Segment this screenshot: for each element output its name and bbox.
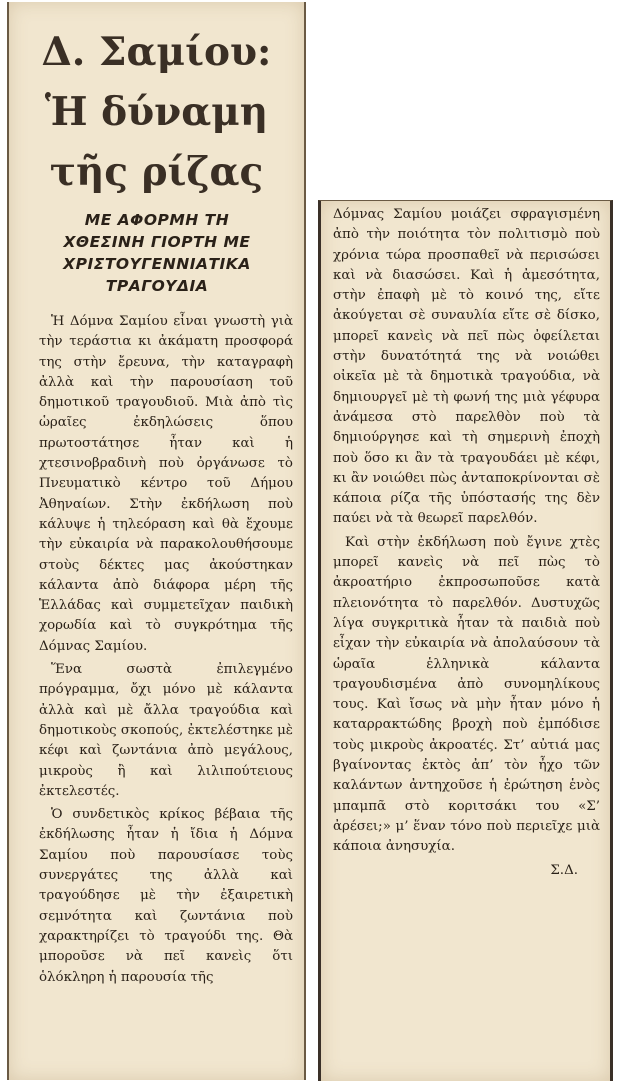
paragraph: Καὶ στὴν ἐκδήλωση ποὺ ἔγινε χτὲς μπορεῖ κανεὶς νὰ πεῖ πὼς τὸ ἀκροατήριο ἐκπροσωποῦσε κατὰ πλειονότητα τὸ παρελθόν. Δυστυχῶς λίγα συγκριτικὰ ἦταν τὰ παιδιὰ ποὺ εἶχαν τὴν εὐκαιρία νὰ ἀπολαύσουν τὰ ὡραῖα ἑλληνικὰ κάλαντα τραγουδισμένα ἀπὸ συνομηλίκους τους. Καὶ ἴσως νὰ μὴν ἦταν μόνο ἡ καταρρακτώδης βροχὴ ποὺ ἐμπόδισε τοὺς μικροὺς ἀκροατές. Στ’ αὐτιά μας βγαίνοντας ἐκτὸς ἀπ’ τὸν ἦχο τῶν καλάντων ἀντηχοῦσε ἡ ἐρώτηση ἑνὸς μπαμπᾶ στὸ κοριτσάκι του «Σ’ ἀρέσει;» μ’ ἕναν τόνο ποὺ περιεῖχε μιὰ κάποια ἀνησυχία. — [333, 534, 600, 855]
subheadline-line: ΧΡΙΣΤΟΥΓΕΝΝΙΑΤΙΚΑ — [63, 255, 251, 273]
author-signature: Σ.Δ. — [550, 862, 578, 878]
article-clipping-right — [318, 200, 613, 1081]
subheadline — [23, 209, 291, 297]
article-clipping-left — [7, 2, 306, 1080]
paragraph: Ὁ συνδετικὸς κρίκος βέβαια τῆς ἐκδήλωσης ἦταν ἡ ἴδια ἡ Δόμνα Σαμίου ποὺ παρουσίασε τοὺς συνεργάτες της ἀλλὰ καὶ τραγούδησε μὲ τὴν ἐξαιρετικὴ σεμνότητα καὶ ζωντάνια ποὺ χαρακτηρίζει τὸ τραγούδι της. Θὰ μποροῦσε νὰ πεῖ κανεὶς ὅτι ὁλόκληρη ἡ παρουσία τῆς — [39, 807, 293, 985]
paragraph: Ἡ Δόμνα Σαμίου εἶναι γνωστὴ γιὰ τὴν τεράστια κι ἀκάματη προσφορά της στὴν ἔρευνα, τὴν καταγραφὴ ἀλλὰ καὶ τὴν παρουσίαση τοῦ δημοτικοῦ τραγουδιοῦ. Μιὰ ἀπὸ τὶς ὡραῖες ἐκδηλώσεις ὅπου πρωτοστάτησε ἦταν καὶ ἡ χτεσινοβραδινὴ ποὺ ὀργάνωσε τὸ Πνευματικὸ κέντρο τοῦ Δήμου Ἀθηναίων. Στὴν ἐκδήλωση ποὺ κάλυψε ἡ τηλεόραση καὶ θὰ ἔχουμε τὴν εὐκαιρία νὰ παρακολουθήσουμε στοὺς δέκτες μας ἀκούστηκαν κάλαντα ἀπὸ διάφορα μέρη τῆς Ἑλλάδας καὶ συμμετεῖχαν παιδικὴ χορωδία καὶ τὸ συγκρότημα τῆς Δόμνας Σαμίου. — [39, 314, 293, 654]
subheadline-line: ΧΘΕΣΙΝΗ ΓΙΟΡΤΗ ΜΕ — [63, 233, 251, 251]
headline — [9, 22, 304, 202]
headline-line: Δ. Σαμίου: — [41, 29, 272, 75]
headline-line: τῆς ρίζας — [49, 149, 264, 195]
headline-line: Ἡ δύναμη — [44, 89, 269, 135]
paragraph: Ἕνα σωστὰ ἐπιλεγμένο πρόγραμμα, ὄχι μόνο μὲ κάλαντα ἀλλὰ καὶ μὲ ἄλλα τραγούδια καὶ δημοτικοὺς σκοπούς, ἐκτελέστηκε μὲ κέφι καὶ ζωντάνια ἀπὸ μεγάλους, μικροὺς ἢ καὶ λιλιπούτειους ἐκτελεστές. — [39, 662, 293, 799]
body-column-left — [39, 312, 293, 991]
body-column-right — [333, 205, 600, 884]
paragraph: Δόμνας Σαμίου μοιάζει σφραγισμένη ἀπὸ τὴν ποιότητα τὸν πολιτισμὸ ποὺ χρόνια τώρα προσπαθεῖ νὰ περισώσει καὶ νὰ διασώσει. Καὶ ἡ ἀμεσότητα, στὴν ἐπαφὴ μὲ τὸ κοινό της, εἴτε ἀκούγεται σὲ συναυλία εἴτε σὲ δίσκο, μπορεῖ κανεὶς νὰ πεῖ πὼς ὀφείλεται στὴν δυνατότητά της νὰ νοιώθει οἰκεῖα μὲ τὰ δημοτικὰ τραγούδια, νὰ δημιουργεῖ μὲ τὴ φωνή της μιὰ γέφυρα ἀνάμεσα στὸ παρελθὸν ποὺ τὰ δημιούργησε καὶ τὴ σημερινὴ ἐποχὴ ποὺ ὅσο κι ἂν τὰ τραγουδάει μὲ κέφι, κι ἂν νοιώθει πὼς ἀνταποκρίνονται σὲ κάποια ρίζα τῆς ὑπόστασής της δὲν παύει νὰ τὰ θεωρεῖ παρελθόν. — [333, 207, 600, 527]
subheadline-line: ΜΕ ΑΦΟΡΜΗ ΤΗ — [84, 211, 230, 229]
subheadline-line: ΤΡΑΓΟΥΔΙΑ — [105, 277, 209, 295]
